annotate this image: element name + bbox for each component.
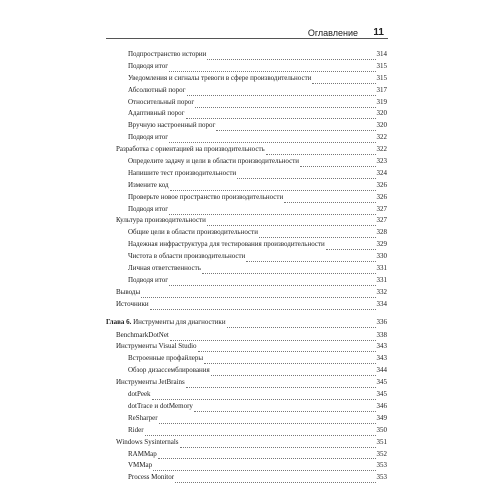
dot-leader: [227, 322, 376, 328]
dot-leader: [169, 137, 375, 143]
toc-entry-page: 351: [376, 437, 387, 446]
toc-entry: [106, 354, 387, 366]
toc-entry-title: Обзор дизассемблирования: [128, 366, 210, 375]
toc-entry-page: 330: [376, 252, 387, 261]
toc-entry-page: 315: [376, 73, 387, 82]
toc-entry: [106, 193, 387, 205]
toc-entry-title: Источники: [116, 299, 149, 308]
dot-leader: [266, 149, 376, 155]
toc-entry-page: 326: [376, 180, 387, 189]
toc-entry-page: 328: [376, 228, 387, 237]
toc-entry: [106, 240, 387, 252]
toc-entry-page: 343: [376, 342, 387, 351]
toc-entry-title: BenchmarkDotNet: [116, 330, 169, 339]
dot-leader: [159, 418, 376, 424]
dot-leader: [175, 477, 375, 483]
toc-entry-title: Подводя итог: [128, 61, 169, 70]
toc-entry-page: 320: [376, 121, 387, 130]
toc-entry-title: Встроенные профайлеры: [128, 354, 204, 363]
toc-entry: [106, 318, 387, 331]
toc-entry: [106, 288, 387, 300]
toc-entry-title: VMMap: [128, 461, 153, 470]
toc-entry-page: 327: [376, 216, 387, 225]
toc-entry-page: 319: [376, 97, 387, 106]
toc-entry: [106, 145, 387, 157]
toc-entry-page: 343: [376, 354, 387, 363]
dot-leader: [237, 173, 375, 179]
dot-leader: [169, 280, 375, 286]
toc-entry-page: 353: [376, 473, 387, 482]
dot-leader: [180, 442, 376, 448]
toc-entry-title: Подводя итог: [128, 133, 169, 142]
toc-entry-title: Вручную настроенный порог: [128, 121, 216, 130]
toc-entry-page: 326: [376, 192, 387, 201]
toc-entry-page: 322: [376, 145, 387, 154]
toc-entry-page: 317: [376, 85, 387, 94]
dot-leader: [152, 394, 376, 400]
dot-leader: [216, 125, 375, 131]
toc-entry-page: 322: [376, 133, 387, 142]
toc-entry-page: 345: [376, 390, 387, 399]
toc-entry: [106, 450, 387, 462]
toc-entry-page: 323: [376, 157, 387, 166]
toc-entry-title: Личная ответственность: [128, 264, 201, 273]
page-number: 11: [373, 27, 384, 38]
dot-leader: [202, 268, 376, 274]
toc-entry-title: dotPeek: [128, 390, 151, 399]
toc-entry: [106, 473, 387, 485]
toc-entry-title: Windows Sysinternals: [116, 437, 179, 446]
toc-entry: [106, 402, 387, 414]
toc-entry-title: Подпространство истории: [128, 50, 207, 58]
toc-entry: [106, 169, 387, 181]
dot-leader: [186, 113, 376, 119]
dot-leader: [198, 346, 376, 352]
dot-leader: [207, 220, 376, 226]
toc-entry-title: Определите задачу и цели в области производительности: [128, 157, 300, 166]
toc-entry: [106, 74, 387, 86]
toc-entry-page: 346: [376, 401, 387, 410]
toc-entry-title: ReSharper: [128, 413, 158, 422]
dot-leader: [153, 465, 375, 471]
toc-entry: [106, 366, 387, 378]
toc-entry-title: Инструменты JetBrains: [116, 378, 185, 387]
toc-entry-title: Разработка с ориентацией на производительность: [116, 145, 265, 154]
toc-entry: [106, 205, 387, 217]
toc-entry-title: Rider: [128, 425, 144, 434]
toc-entry: [106, 264, 387, 276]
toc-entry: [106, 62, 387, 74]
toc-entry: [106, 157, 387, 169]
toc-entry-page: 350: [376, 425, 387, 434]
toc-entry: [106, 181, 387, 193]
dot-leader: [194, 406, 376, 412]
dot-leader: [195, 102, 375, 108]
toc-entry-title: Общие цели в области производительности: [128, 228, 258, 237]
toc-entry-title: dotTrace и dotMemory: [128, 401, 193, 410]
toc-entry-page: 334: [376, 299, 387, 308]
toc-entry: [106, 121, 387, 133]
dot-leader: [186, 382, 376, 388]
dot-leader: [284, 197, 375, 203]
toc-entry-page: 349: [376, 413, 387, 422]
dot-leader: [141, 292, 375, 298]
toc-entry-title: Проверьте новое пространство производительности: [128, 192, 284, 201]
toc-entry-title: Надежная инфраструктура для тестирования производительности: [128, 240, 325, 249]
toc-entry: [106, 426, 387, 438]
toc-entry: [106, 109, 387, 121]
dot-leader: [158, 453, 376, 459]
toc-entry-page: 352: [376, 449, 387, 458]
dot-leader: [211, 370, 376, 376]
toc-entry: [106, 342, 387, 354]
toc-entry-title: Относительный порог: [128, 97, 195, 106]
toc-entry-title: Process Monitor: [128, 473, 175, 482]
toc-entry-page: 327: [376, 204, 387, 213]
toc-entry-title: Чистота в области производительности: [128, 252, 246, 261]
toc-entry: [106, 438, 387, 450]
toc-entry-title: Измените код: [128, 180, 169, 189]
chapter-title: Инструменты для диагностики: [133, 317, 226, 326]
toc-entry: [106, 331, 387, 343]
toc-entry-title: Адаптивный порог: [128, 109, 185, 118]
toc-entry-page: 331: [376, 264, 387, 273]
toc-entry: [106, 252, 387, 264]
toc-entry-page: 338: [376, 330, 387, 339]
chapter-label: Глава 6.: [106, 317, 132, 326]
toc-entry: [106, 133, 387, 145]
toc-entry-title: RAMMap: [128, 449, 157, 458]
toc-entry-title: Уведомления и сигналы тревоги в сфере производительности: [128, 73, 312, 82]
section-title: Оглавление: [307, 28, 358, 38]
toc-entry-page: 314: [376, 50, 387, 58]
dot-leader: [187, 90, 376, 96]
toc-entry: [106, 98, 387, 110]
dot-leader: [170, 335, 376, 341]
toc-entry-page: 320: [376, 109, 387, 118]
toc-entry-title: Подводя итог: [128, 204, 169, 213]
toc-entry: [106, 300, 387, 312]
toc-entry: [106, 50, 387, 62]
dot-leader: [145, 430, 376, 436]
toc-entry: [106, 461, 387, 473]
toc-entry-page: 324: [376, 168, 387, 177]
toc-entry: [106, 390, 387, 402]
toc-entry-page: 344: [376, 366, 387, 375]
dot-leader: [150, 304, 376, 310]
toc-entry: [106, 414, 387, 426]
dot-leader: [246, 256, 375, 262]
toc-entry: [106, 378, 387, 390]
toc-entry-title: Выводы: [116, 287, 141, 296]
toc-entry-page: 329: [376, 240, 387, 249]
toc-entry: [106, 228, 387, 240]
dot-leader: [204, 358, 375, 364]
running-header: [106, 24, 388, 39]
toc-entry-title: Культура производительности: [116, 216, 206, 225]
toc-entry: [106, 276, 387, 288]
toc-entry-page: 353: [376, 461, 387, 470]
dot-leader: [170, 185, 376, 191]
dot-leader: [169, 66, 375, 72]
toc-entry-page: 336: [376, 317, 387, 326]
toc-entry-title: Абсолютный порог: [128, 85, 186, 94]
toc-entry-title: Подводя итог: [128, 275, 169, 284]
toc-entry-title: Напишите тест производительности: [128, 168, 237, 177]
toc-entry-page: 331: [376, 275, 387, 284]
toc-entry: [106, 86, 387, 98]
toc-entry-page: 315: [376, 61, 387, 70]
toc-entry-page: 345: [376, 378, 387, 387]
dot-leader: [259, 232, 376, 238]
dot-leader: [300, 161, 375, 167]
dot-leader: [326, 244, 376, 250]
table-of-contents: [106, 50, 387, 485]
toc-entry-page: 332: [376, 287, 387, 296]
toc-entry-title: [106, 318, 226, 326]
dot-leader: [207, 54, 375, 60]
dot-leader: [169, 209, 375, 215]
dot-leader: [312, 78, 375, 84]
toc-entry-title: Инструменты Visual Studio: [116, 342, 197, 351]
toc-entry: [106, 216, 387, 228]
